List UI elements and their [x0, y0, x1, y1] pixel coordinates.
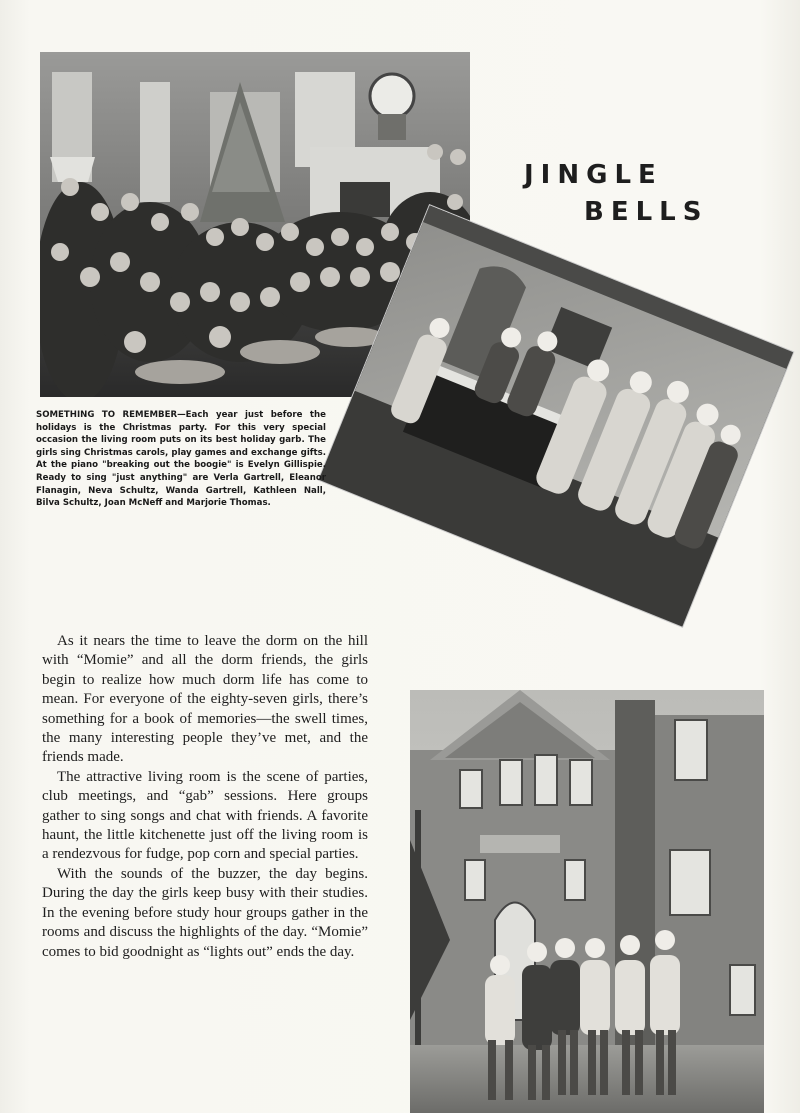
- body-paragraph: As it nears the time to leave the dorm on the hill with “Momie” and all the dorm friends, the girls begin to realize how much dorm life has come to mean. For everyone of the eighty-seven girls, there’s something for a book of memories—the swell times, the many interesting people they’ve met, and the friends made.: [42, 633, 368, 766]
- caption-text: —Each year just before the holidays is the Christmas party. For this very special occasion the living room puts on its best holiday garb. The girls sing Christmas carols, play games and exchange gifts. At the piano "breaking out the boogie" is Evelyn Gillispie. Ready to sing "just anything" are Verla Gartrell, Eleanor Flanagin, Neva Schultz, Wanda Gartrell, Kathleen Nall, Bilva Schultz, Joan McNeff and Marjorie Thomas.: [36, 410, 326, 509]
- caption-lead: SOMETHING TO REMEMBER: [36, 410, 178, 420]
- photo-caption: [36, 409, 326, 510]
- article-body: [42, 632, 368, 962]
- body-paragraph: The attractive living room is the scene of parties, club meetings, and “gab” sessions. Here groups gather to sing songs and chat with friends. A favorite haunt, the little kitchenette just off the living room is a rendezvous for fudge, pop corn and special parties.: [42, 768, 368, 863]
- page-title-line1: JINGLE: [524, 160, 663, 190]
- dorm-building-photo: [410, 690, 764, 1113]
- page-title-line2: BELLS: [584, 197, 709, 227]
- body-paragraph: With the sounds of the buzzer, the day begins. During the day the girls keep busy with their studies. In the evening before study hour groups gather in the rooms and discuss the highlights of the day. “Momie” comes to bid goodnight as “lights out” ends the day.: [42, 865, 368, 960]
